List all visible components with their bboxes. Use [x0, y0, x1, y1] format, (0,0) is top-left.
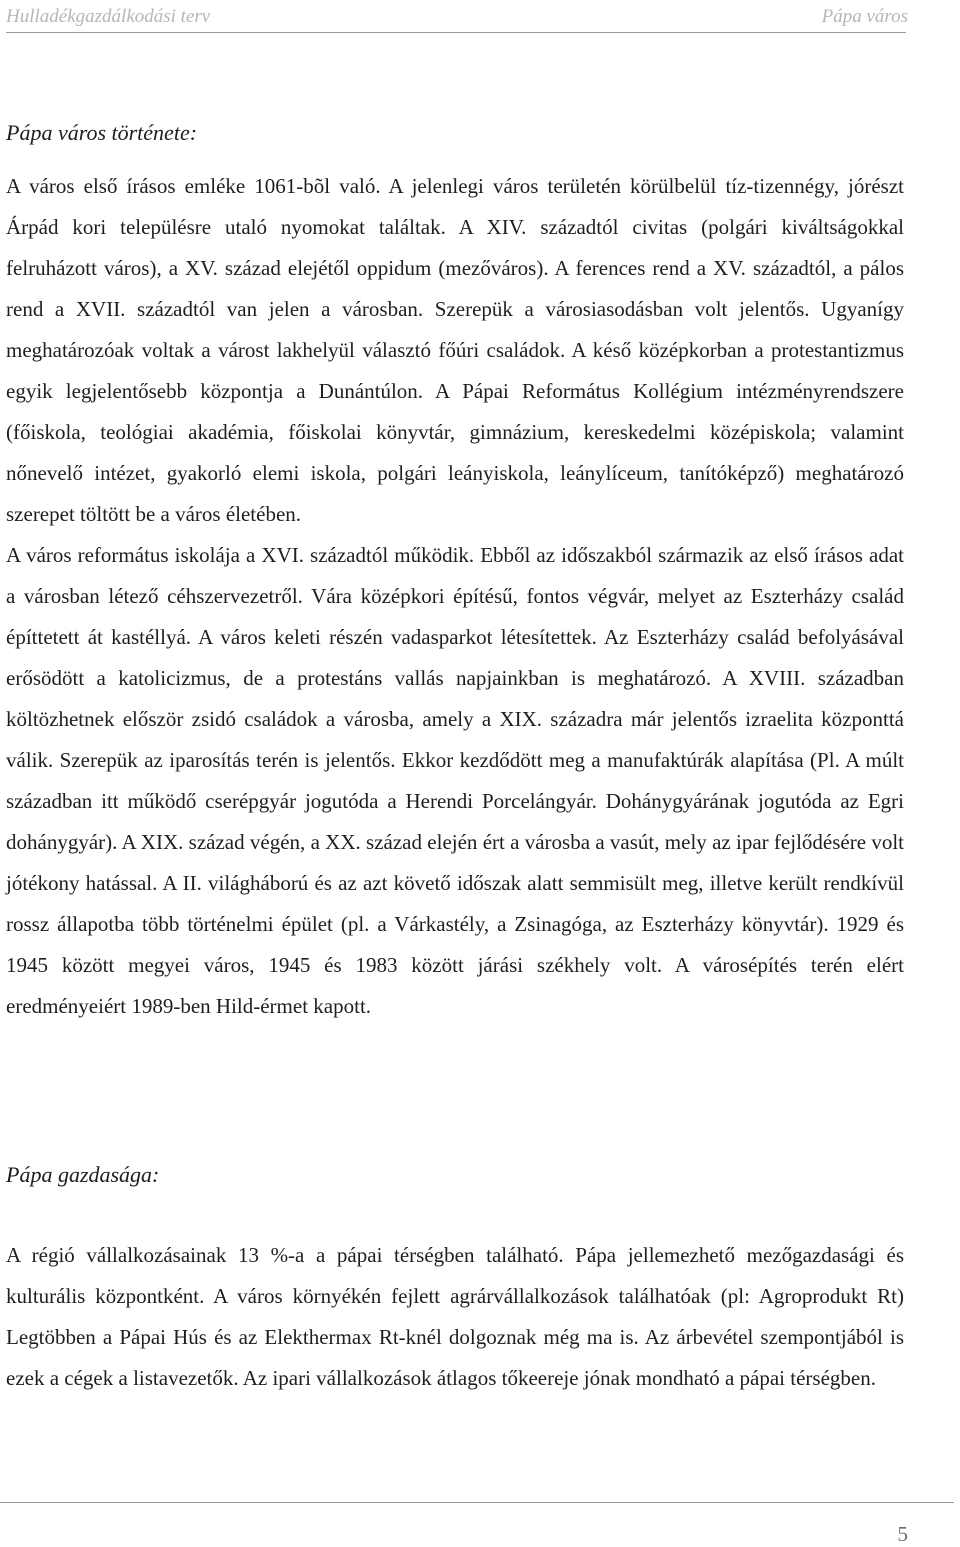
footer-divider — [0, 1502, 954, 1503]
history-paragraph: A város református iskolája a XVI. századtól működik. Ebből az időszakból származik az első írásos adat a városban létező céhszervezetről. Vára középkori építésű, fontos végvár, melyet az Eszterházy család építtetett át kastéllyá. A város keleti részén vadasparkot létesítettek. Az Eszterházy család befolyásával erősödött a katolicizmus, de a protestáns vallás napjainkban is meghatározó. A XVIII. században költözhetnek először zsidó családok a városba, amely a XIX. századra már jelentős izraelita központtá válik. Szerepük az iparosítás terén is jelentős. Ekkor kezdődött meg a manufaktúrák alapítása (Pl. A múlt században itt működő cserépgyár jogutóda a Herendi Porcelángyár. Dohánygyárának jogutóda az Egri dohánygyár). A XIX. század végén, a XX. század elején ért a városba a vasút, mely az ipar fejlődésére volt jótékony hatással. A II. világháború és az azt követő időszak alatt semmisült meg, illetve került rendkívül rossz állapotba több történelmi épület (pl. a Várkastély, a Zsinagóga, az Eszterházy könyvtár). 1929 és 1945 között megyei város, 1945 és 1983 között járási székhely volt. A városépítés terén elért eredményeiért 1989-ben Hild-érmet kapott. — [6, 543, 904, 1018]
history-paragraph: A város első írásos emléke 1061-bõl való. A jelenlegi város területén körülbelül tíz-tizennégy, jórészt Árpád kori településre utaló nyomokat találtak. A XIV. századtól civitas (polgári kiváltságokkal felruházott város), a XV. század elejétől oppidum (mezőváros). A ferences rend a XV. századtól, a pálos rend a XVII. századtól van jelen a városban. Szerepük a városiasodásban volt jelentős. Ugyanígy meghatározóak voltak a várost lakhelyül választó főúri családok. A késő középkorban a protestantizmus egyik legjelentősebb központja a Dunántúlon. A Pápai Református Kollégium intézményrendszere (főiskola, teológiai akadémia, főiskolai könyvtár, gimnázium, kereskedelmi középiskola; valamint nőnevelő intézet, gyakorló elemi iskola, polgári leányiskola, leánylíceum, tanítóképző) meghatározó szerepet töltött be a város életében. — [6, 174, 904, 526]
page-number: 5 — [897, 1522, 908, 1546]
history-section-title: Pápa város története: — [6, 120, 198, 145]
page-header — [6, 4, 906, 33]
header-city-name: Pápa város — [821, 6, 908, 27]
header-document-title: Hulladékgazdálkodási terv — [6, 6, 211, 27]
history-section-body — [6, 166, 904, 1027]
economy-section-title: Pápa gazdasága: — [6, 1162, 160, 1187]
economy-section-body — [6, 1235, 904, 1399]
economy-paragraph: A régió vállalkozásainak 13 %-a a pápai térségben található. Pápa jellemezhető mezőgazdasági és kulturális központként. A város környékén fejlett agrárvállalkozások találhatóak (pl: Agroprodukt Rt) Legtöbben a Pápai Hús és az Elekthermax Rt-knél dolgoznak még ma is. Az árbevétel szempontjából is ezek a cégek a listavezetők. Az ipari vállalkozások átlagos tőkeereje jónak mondható a pápai térségben. — [6, 1243, 904, 1390]
